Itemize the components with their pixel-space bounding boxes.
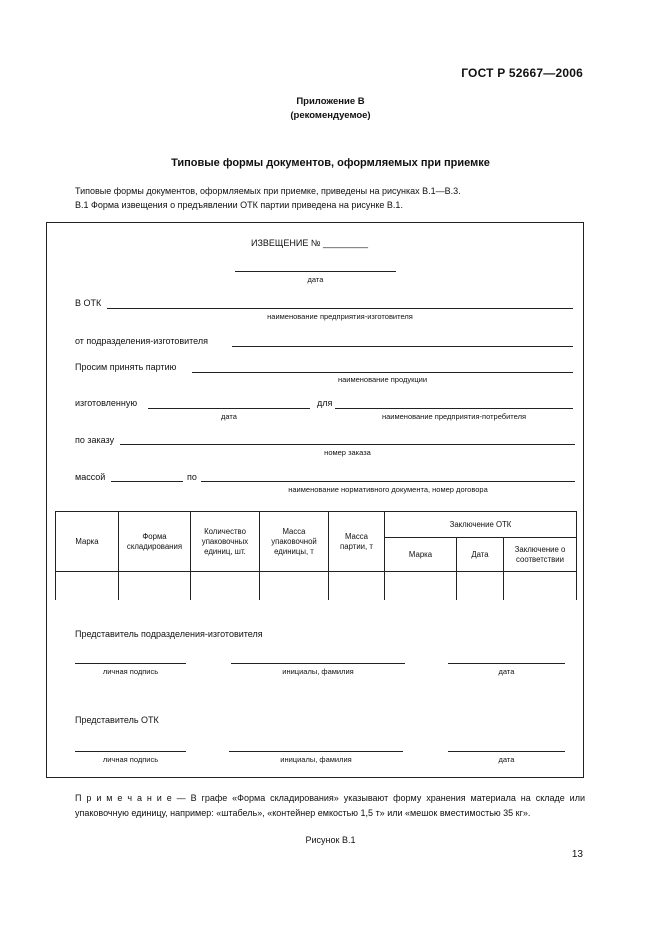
- col-storage-form: Форма складирования: [119, 512, 191, 572]
- page-number: 13: [571, 849, 583, 860]
- order-line: [120, 444, 575, 445]
- norm-doc-line: [201, 481, 575, 482]
- date-line: [235, 271, 396, 272]
- figure-caption: Рисунок В.1: [305, 835, 356, 845]
- from-division-line: [232, 346, 573, 347]
- date-caption: дата: [307, 275, 324, 284]
- appendix-title: Приложение В: [296, 96, 365, 107]
- note-text: — В графе «Форма складирования» указывают форму хранения материала на складе или упаковочную единицу, например: «штабель», «контейнер емкостью 1,5 т» или «мешок вместимостью 35 кг».: [75, 793, 585, 818]
- intro-line-1: Типовые формы документов, оформляемых при приемке, приведены на рисунках В.1—В.3.: [75, 186, 461, 196]
- rep-maker-name-caption: инициалы, фамилия: [282, 667, 354, 676]
- otk-line: [107, 308, 573, 309]
- rep-maker-signature-caption: личная подпись: [102, 667, 159, 676]
- appendix-heading: [0, 95, 661, 123]
- consumer-line: [335, 408, 573, 409]
- rep-otk-signature-line: [75, 751, 186, 752]
- otk-caption: наименование предприятия-изготовителя: [267, 312, 413, 321]
- rep-otk-name-caption: инициалы, фамилия: [280, 755, 352, 764]
- note-lead: П р и м е ч а н и е: [75, 793, 172, 803]
- made-date-line: [148, 408, 310, 409]
- table-row: [56, 572, 577, 600]
- by-label: по: [187, 472, 197, 482]
- col-quantity: Количество упаковочных единиц, шт.: [191, 512, 260, 572]
- col-brand: Марка: [56, 512, 119, 572]
- rep-maker-date-caption: дата: [498, 667, 515, 676]
- rep-otk-name-line: [229, 751, 403, 752]
- order-caption: номер заказа: [324, 448, 371, 457]
- made-label: изготовленную: [75, 398, 138, 408]
- otk-table: [55, 511, 577, 600]
- document-code: ГОСТ Р 52667—2006: [461, 66, 583, 80]
- from-division-label: от подразделения-изготовителя: [75, 336, 209, 346]
- for-label: для: [317, 398, 333, 408]
- appendix-subtitle: (рекомендуемое): [290, 110, 371, 121]
- section-title: Типовые формы документов, оформляемых при приемке: [171, 157, 490, 169]
- intro-line-2: В.1 Форма извещения о предъявлении ОТК партии приведена на рисунке В.1.: [75, 200, 403, 210]
- col-otk-conclusion: Заключение ОТК: [385, 512, 577, 538]
- product-caption: наименование продукции: [337, 375, 428, 384]
- rep-otk-signature-caption: личная подпись: [102, 755, 159, 764]
- consumer-caption: наименование предприятия-потребителя: [381, 412, 527, 421]
- rep-maker-label: Представитель подразделения-изготовителя: [75, 629, 263, 639]
- subcol-date: Дата: [457, 538, 504, 572]
- col-unit-mass: Масса упаковочной единицы, т: [260, 512, 329, 572]
- rep-maker-signature-line: [75, 663, 186, 664]
- mass-line: [111, 481, 183, 482]
- rep-otk-label: Представитель ОТК: [75, 715, 159, 725]
- order-label: по заказу: [75, 435, 115, 445]
- made-date-caption: дата: [221, 412, 237, 421]
- subcol-conformity: Заключение о соответствии: [504, 538, 577, 572]
- subcol-brand: Марка: [385, 538, 457, 572]
- norm-doc-caption: наименование нормативного документа, номер договора: [288, 485, 488, 494]
- mass-label: массой: [75, 472, 106, 482]
- table-header-row: [56, 512, 577, 538]
- rep-maker-name-line: [231, 663, 405, 664]
- otk-label: В ОТК: [75, 298, 102, 308]
- request-label: Просим принять партию: [75, 362, 177, 372]
- col-batch-mass: Масса партии, т: [329, 512, 385, 572]
- rep-otk-date-caption: дата: [498, 755, 515, 764]
- notice-title: ИЗВЕЩЕНИЕ № _________: [251, 238, 369, 248]
- note: [75, 791, 585, 821]
- product-line: [192, 372, 573, 373]
- notice-form: [46, 222, 584, 778]
- rep-otk-date-line: [448, 751, 565, 752]
- rep-maker-date-line: [448, 663, 565, 664]
